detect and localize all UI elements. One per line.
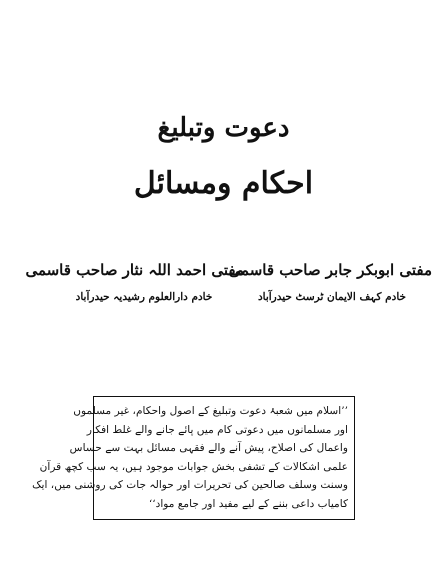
author-name: مفتی احمد اللہ نثار صاحب قاسمی xyxy=(25,261,244,279)
author-affiliation: خادم دارالعلوم رشیدیہ حیدرآباد xyxy=(75,291,213,303)
cover-title-line-2: احکام ومسائل xyxy=(133,166,314,201)
description-line: اور مسلمانوں میں دعوتی کام میں پائے جانے والے غلط افکار xyxy=(86,423,348,436)
description-line: وسنت وسلف صالحین کی تحریرات اور حوالہ جات کی روشنی میں، ایک xyxy=(32,479,348,491)
description-line: واعمال کی اصلاح، پیش آنے والے فقہی مسائل بہت سے حساس xyxy=(69,442,348,454)
author-name: مفتی ابوبکر جابر صاحب قاسمی xyxy=(228,261,432,279)
description-line: علمی اشکالات کے تشفی بخش جوابات موجود ہیں، یہ سب کچھ قرآن xyxy=(39,460,348,473)
description-box xyxy=(32,396,355,520)
author-block-1 xyxy=(228,258,432,306)
description-line: ’’اسلام میں شعبۂ دعوت وتبلیغ کے اصول واحکام، غیر مسلموں xyxy=(73,405,348,417)
author-affiliation: خادم کہف الایمان ٹرسٹ حیدرآباد xyxy=(257,291,407,303)
cover-title-line-1: دعوت وتبلیغ xyxy=(157,113,290,143)
author-block-2 xyxy=(25,258,244,306)
description-line: کامیاب داعی بننے کے لیے مفید اور جامع مواد‘‘ xyxy=(148,497,348,510)
